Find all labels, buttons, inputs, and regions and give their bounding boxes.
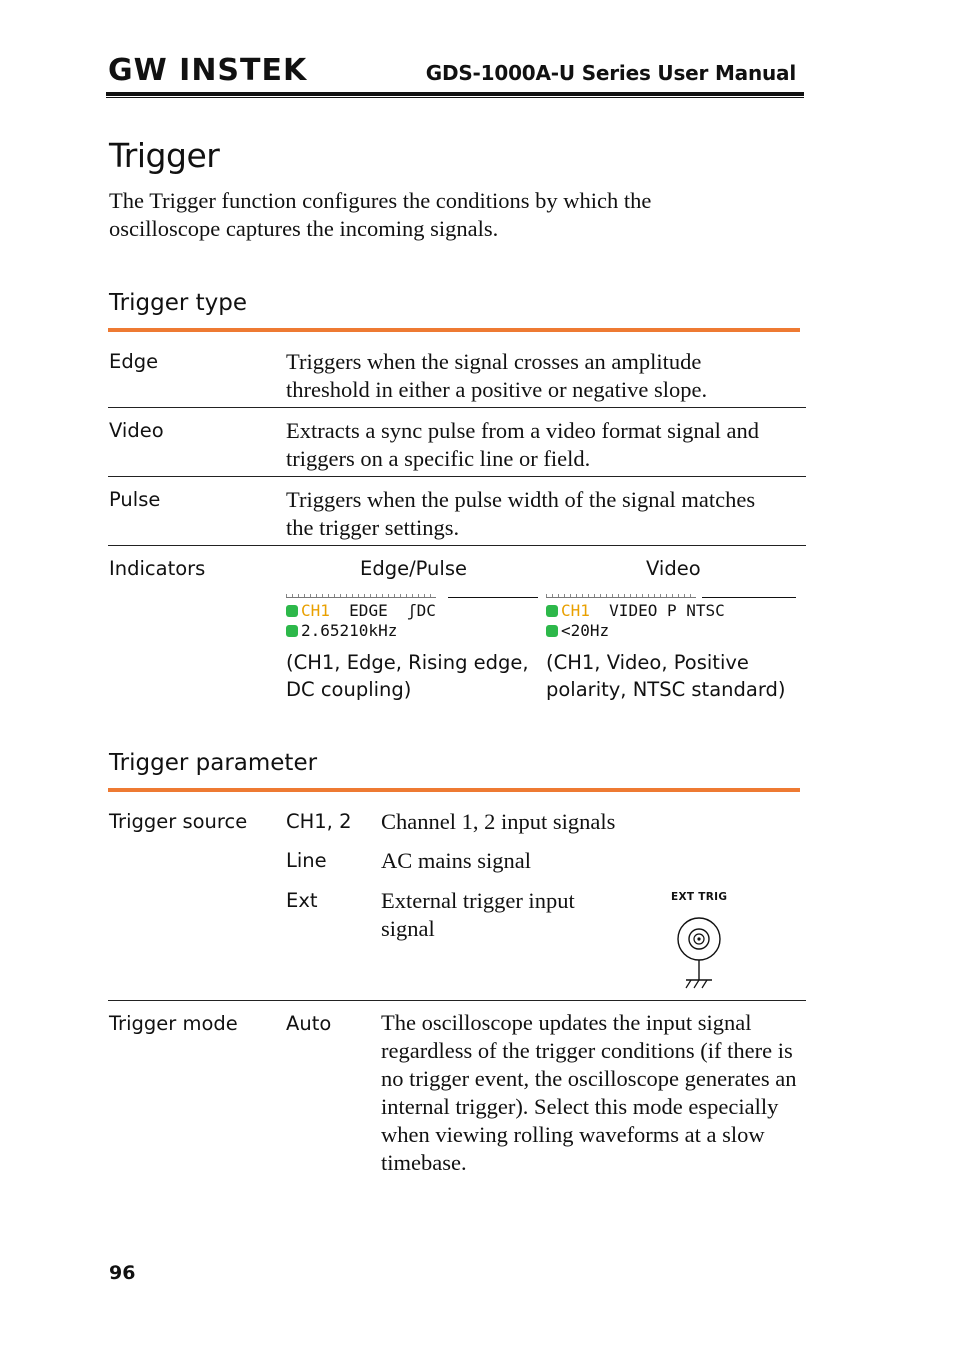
trigger-type-label-video: Video xyxy=(109,419,164,442)
indicator-edge-pulse xyxy=(286,591,538,641)
trigger-type-desc-edge: Triggers when the signal crosses an amplitude threshold in either a positive or negative slope. xyxy=(286,349,708,402)
page-title: Trigger xyxy=(109,136,220,175)
intro-paragraph: The Trigger function configures the conditions by which the oscilloscope captures the incoming signals. xyxy=(109,188,652,241)
trigger-status-icon xyxy=(546,605,558,617)
row-divider xyxy=(108,545,806,546)
section-rule xyxy=(108,328,800,332)
source-option-desc: Channel 1, 2 input signals xyxy=(381,809,616,834)
bnc-connector-icon xyxy=(672,910,726,992)
trigger-type-desc-video: Extracts a sync pulse from a video format signal and triggers on a specific line or field. xyxy=(286,418,759,471)
source-option-desc: AC mains signal xyxy=(381,848,531,873)
indicators-label: Indicators xyxy=(109,557,206,580)
frequency-status-icon xyxy=(286,625,298,637)
row-divider xyxy=(108,1000,806,1001)
indicator-line1 xyxy=(546,601,725,621)
section-rule xyxy=(108,788,800,792)
page-number: 96 xyxy=(109,1262,136,1284)
indicator-line xyxy=(448,597,538,598)
source-option-key: Ext xyxy=(286,889,318,912)
indicator-ruler xyxy=(286,591,436,598)
source-option-key: CH1, 2 xyxy=(286,810,352,833)
trigger-status-icon xyxy=(286,605,298,617)
trigger-type-desc-pulse: Triggers when the pulse width of the signal matches the trigger settings. xyxy=(286,487,756,540)
indicator-line2 xyxy=(286,621,397,641)
trigger-mode-desc: The oscilloscope updates the input signal regardless of the trigger conditions (if there is no trigger event, the oscilloscope generates an internal trigger). Select this mode especially when viewing rolling waveforms at a slow timebase. xyxy=(381,1010,797,1175)
indicator-line1-text: EDGE ʃDC xyxy=(349,601,436,620)
ext-trig-label: EXT TRIG xyxy=(671,891,728,903)
channel-label: CH1 xyxy=(301,601,330,620)
section-title-trigger-parameter: Trigger parameter xyxy=(109,750,318,776)
indicator-line1-text: VIDEO P NTSC xyxy=(609,601,725,620)
indicator-line2-text: <20Hz xyxy=(561,621,610,640)
gw-instek-logo xyxy=(108,53,308,88)
indicator-line2 xyxy=(546,621,609,641)
frequency-status-icon xyxy=(546,625,558,637)
indicator-caption-video: (CH1, Video, Positive polarity, NTSC standard) xyxy=(546,651,786,701)
source-option-key: Line xyxy=(286,849,327,872)
section-title-trigger-type: Trigger type xyxy=(109,290,248,316)
trigger-mode-label: Trigger mode xyxy=(109,1012,238,1035)
indicator-line2-text: 2.65210kHz xyxy=(301,621,398,640)
trigger-type-label-pulse: Pulse xyxy=(109,488,161,511)
header-rule xyxy=(106,92,804,96)
channel-label: CH1 xyxy=(561,601,590,620)
header-rule-thin xyxy=(106,97,804,98)
indicator-caption-edge-pulse: (CH1, Edge, Rising edge, DC coupling) xyxy=(286,651,529,701)
indicator-heading-video: Video xyxy=(646,557,701,580)
row-divider xyxy=(108,407,806,408)
trigger-mode-key: Auto xyxy=(286,1012,332,1035)
indicator-line xyxy=(702,597,796,598)
trigger-type-label-edge: Edge xyxy=(109,350,159,373)
indicator-ruler xyxy=(546,591,696,598)
source-option-desc: External trigger input signal xyxy=(381,888,575,941)
indicator-video xyxy=(546,591,798,641)
manual-title: GDS-1000A-U Series User Manual xyxy=(425,61,796,85)
logo-text: GW INSTEK xyxy=(108,53,308,88)
indicator-heading-edge-pulse: Edge/Pulse xyxy=(360,557,467,580)
row-divider xyxy=(108,476,806,477)
trigger-source-label: Trigger source xyxy=(109,810,248,833)
indicator-line1 xyxy=(286,601,436,621)
